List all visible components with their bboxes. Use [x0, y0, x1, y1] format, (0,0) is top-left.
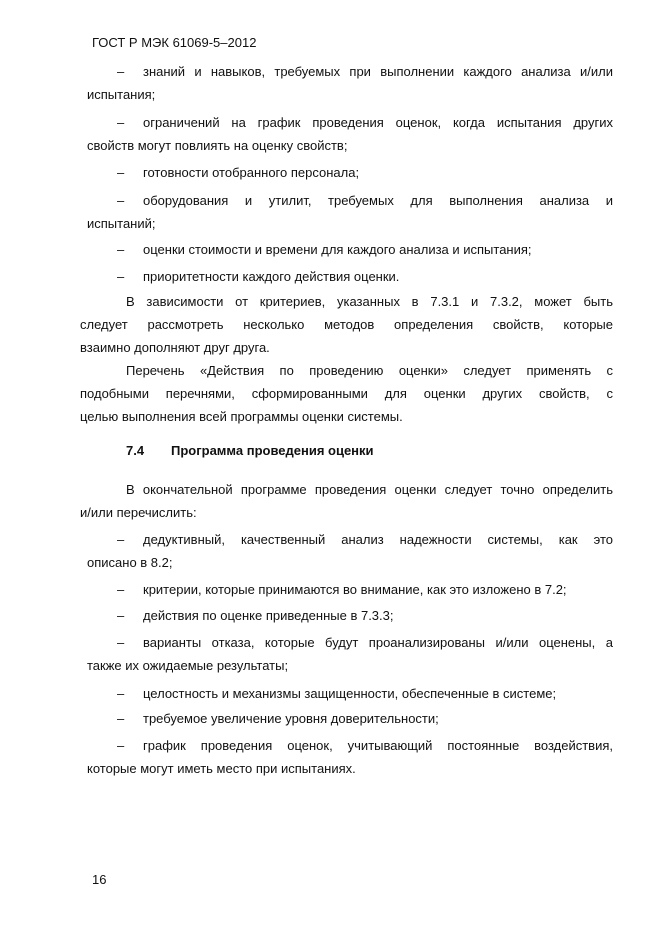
list-dash: –: [117, 193, 125, 208]
list-item: [87, 161, 613, 184]
list-dash: –: [117, 686, 125, 701]
list-item-text: оценки стоимости и времени для каждого анализа и испытания;: [143, 242, 532, 257]
section-number: 7.4: [126, 443, 145, 458]
list-dash: –: [117, 635, 125, 650]
page-number: 16: [92, 872, 107, 887]
list-item: [87, 60, 613, 106]
list-item: [87, 528, 613, 574]
list-item: [87, 707, 613, 730]
list-dash: –: [117, 738, 125, 753]
list-item-text: действия по оценке приведенные в 7.3.3;: [143, 608, 394, 623]
paragraph: [80, 290, 613, 359]
list-item-text: приоритетности каждого действия оценки.: [143, 269, 400, 284]
list-item-continuation: описано в 8.2;: [87, 555, 173, 570]
section-title: Программа проведения оценки: [171, 443, 374, 458]
paragraph-line: и/или перечислить:: [80, 505, 197, 520]
list-item-text: ограничений на график проведения оценок, когда испытания других: [143, 115, 613, 130]
paragraph-line: Перечень «Действия по проведению оценки» следует применять с: [126, 363, 613, 378]
list-item-text: критерии, которые принимаются во внимание, как это изложено в 7.2;: [143, 582, 567, 597]
list-item-continuation: испытаний;: [87, 216, 156, 231]
list-item: [87, 631, 613, 677]
paragraph-line: целью выполнения всей программы оценки системы.: [80, 409, 403, 424]
list-item-text: готовности отобранного персонала;: [143, 165, 360, 180]
list-item-text: знаний и навыков, требуемых при выполнении каждого анализа и/или: [143, 64, 613, 79]
paragraph-line: подобными перечнями, сформированными для оценки других свойств, с: [80, 386, 613, 401]
list-item: [87, 111, 613, 157]
list-dash: –: [117, 242, 125, 257]
list-item-text: график проведения оценок, учитывающий постоянные воздействия,: [143, 738, 613, 753]
list-dash: –: [117, 115, 125, 130]
list-item-continuation: свойств могут повлиять на оценку свойств;: [87, 138, 348, 153]
list-dash: –: [117, 64, 125, 79]
list-item-text: дедуктивный, качественный анализ надежности системы, как это: [143, 532, 613, 547]
list-dash: –: [117, 269, 125, 284]
paragraph-line: В зависимости от критериев, указанных в 7.3.1 и 7.3.2, может быть: [126, 294, 613, 309]
paragraph-line: взаимно дополняют друг друга.: [80, 340, 270, 355]
list-item: [87, 682, 613, 705]
list-item-text: варианты отказа, которые будут проанализированы и/или оценены, а: [143, 635, 613, 650]
list-item: [87, 604, 613, 627]
list-item: [87, 578, 613, 601]
list-item-text: целостность и механизмы защищенности, обеспеченные в системе;: [143, 686, 557, 701]
list-item-continuation: которые могут иметь место при испытаниях.: [87, 761, 356, 776]
list-item: [87, 189, 613, 235]
paragraph-line: следует рассмотреть несколько методов определения свойств, которые: [80, 317, 613, 332]
list-item: [87, 734, 613, 780]
list-dash: –: [117, 582, 125, 597]
document-code-header: ГОСТ Р МЭК 61069-5–2012: [92, 35, 257, 50]
list-item: [87, 265, 613, 288]
list-item: [87, 238, 613, 261]
section-heading: [126, 441, 374, 461]
list-dash: –: [117, 532, 125, 547]
list-dash: –: [117, 165, 125, 180]
paragraph: [80, 478, 613, 524]
list-dash: –: [117, 608, 125, 623]
list-dash: –: [117, 711, 125, 726]
list-item-continuation: также их ожидаемые результаты;: [87, 658, 289, 673]
paragraph: [80, 359, 613, 428]
paragraph-line: В окончательной программе проведения оценки следует точно определить: [126, 482, 613, 497]
list-item-text: оборудования и утилит, требуемых для выполнения анализа и: [143, 193, 613, 208]
list-item-text: требуемое увеличение уровня доверительности;: [143, 711, 439, 726]
list-item-continuation: испытания;: [87, 87, 156, 102]
